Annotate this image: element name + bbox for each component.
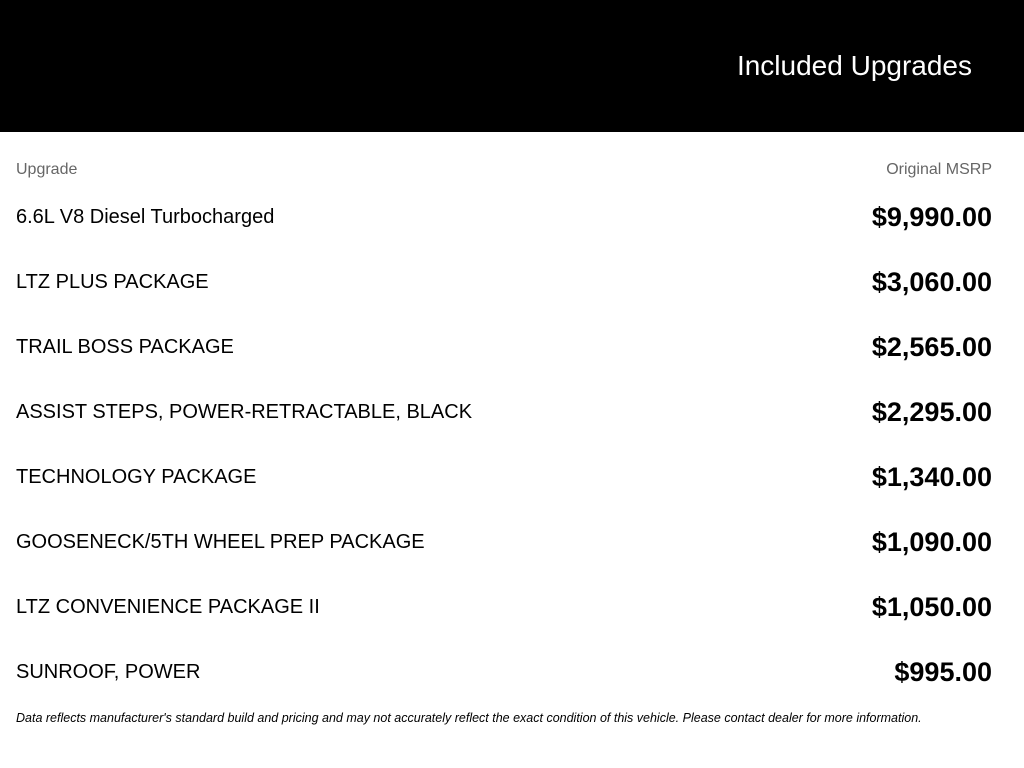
page-title: Included Upgrades — [736, 50, 972, 81]
upgrade-price: $1,340.00 — [871, 462, 992, 492]
upgrade-price: $2,565.00 — [871, 332, 992, 362]
list-item — [16, 445, 992, 510]
disclaimer-text: Data reflects manufacturer's standard build and pricing and may not accurately reflect the exact condition of this vehicle. Please contact dealer for more information. — [16, 711, 922, 725]
upgrade-name: LTZ PLUS PACKAGE — [16, 271, 209, 293]
list-item — [16, 185, 992, 250]
upgrade-price: $1,050.00 — [871, 592, 992, 622]
table-header — [16, 160, 992, 180]
header-banner — [0, 0, 1024, 132]
list-item — [16, 640, 992, 705]
column-header-upgrade: Upgrade — [16, 161, 78, 178]
column-header-msrp: Original MSRP — [886, 161, 992, 178]
list-item — [16, 315, 992, 380]
upgrade-name: TECHNOLOGY PACKAGE — [16, 466, 257, 488]
list-item — [16, 250, 992, 315]
upgrade-price: $3,060.00 — [871, 267, 992, 297]
upgrade-name: SUNROOF, POWER — [16, 661, 201, 683]
upgrade-name: TRAIL BOSS PACKAGE — [16, 336, 234, 358]
list-item — [16, 575, 992, 640]
list-item — [16, 380, 992, 445]
upgrades-list — [16, 185, 992, 705]
list-item — [16, 510, 992, 575]
upgrade-name: GOOSENECK/5TH WHEEL PREP PACKAGE — [16, 531, 425, 553]
upgrade-name: LTZ CONVENIENCE PACKAGE II — [16, 596, 320, 618]
upgrade-price: $995.00 — [894, 657, 992, 687]
upgrade-price: $1,090.00 — [871, 527, 992, 557]
upgrade-name: ASSIST STEPS, POWER-RETRACTABLE, BLACK — [16, 401, 473, 423]
upgrade-price: $2,295.00 — [871, 397, 992, 427]
upgrade-price: $9,990.00 — [871, 202, 992, 232]
upgrade-name: 6.6L V8 Diesel Turbocharged — [16, 206, 275, 228]
